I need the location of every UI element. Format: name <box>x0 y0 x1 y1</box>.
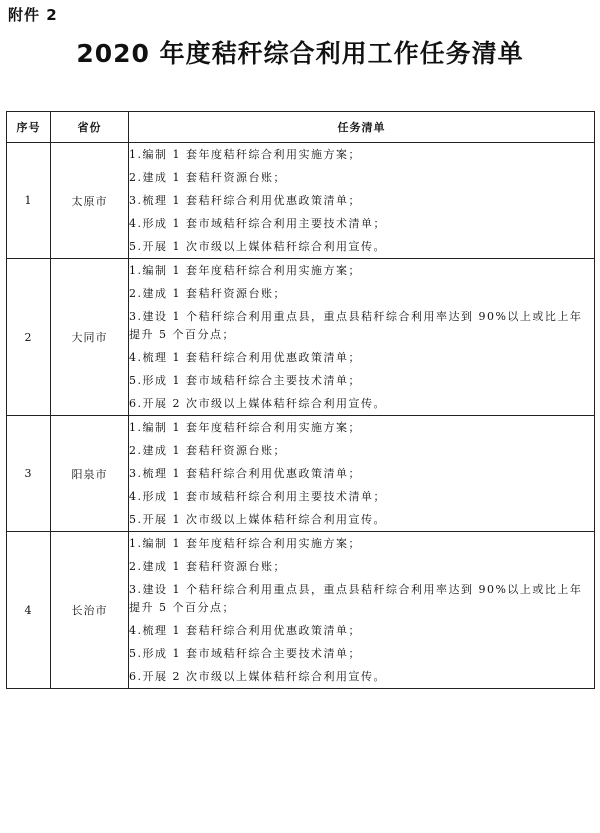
task-item: 3.建设 1 个秸秆综合利用重点县，重点县秸秆综合利用率达到 90%以上或比上年提升 5 个百分点； <box>129 583 583 614</box>
row-number: 4 <box>7 532 51 689</box>
task-item: 4.形成 1 套市域秸秆综合利用主要技术清单； <box>129 490 386 503</box>
task-item: 4.形成 1 套市域秸秆综合利用主要技术清单； <box>129 217 386 230</box>
task-item: 5.开展 1 次市级以上媒体秸秆综合利用宣传。 <box>129 513 386 526</box>
task-item: 4.梳理 1 套秸秆综合利用优惠政策清单； <box>129 624 361 637</box>
column-header-tasks: 任务清单 <box>129 112 595 143</box>
row-number: 3 <box>7 416 51 532</box>
task-item: 6.开展 2 次市级以上媒体秸秆综合利用宣传。 <box>129 397 386 410</box>
task-item: 1.编制 1 套年度秸秆综合利用实施方案； <box>129 537 361 550</box>
task-item: 3.建设 1 个秸秆综合利用重点县，重点县秸秆综合利用率达到 90%以上或比上年提升 5 个百分点； <box>129 310 583 341</box>
table-row <box>7 532 595 689</box>
table-header-row <box>7 112 595 143</box>
city-name: 长治市 <box>51 532 129 689</box>
task-list-table <box>6 111 595 689</box>
task-item: 5.形成 1 套市域秸秆综合主要技术清单； <box>129 647 361 660</box>
city-name: 阳泉市 <box>51 416 129 532</box>
task-item: 3.梳理 1 套秸秆综合利用优惠政策清单； <box>129 194 361 207</box>
task-item: 4.梳理 1 套秸秆综合利用优惠政策清单； <box>129 351 361 364</box>
column-header-no: 序号 <box>7 112 51 143</box>
task-item: 2.建成 1 套秸秆资源台账； <box>129 560 286 573</box>
task-item: 2.建成 1 套秸秆资源台账； <box>129 171 286 184</box>
task-cell <box>129 416 595 532</box>
task-cell <box>129 532 595 689</box>
column-header-province: 省份 <box>51 112 129 143</box>
task-item: 2.建成 1 套秸秆资源台账； <box>129 444 286 457</box>
row-number: 1 <box>7 143 51 259</box>
task-item: 3.梳理 1 套秸秆综合利用优惠政策清单； <box>129 467 361 480</box>
task-item: 2.建成 1 套秸秆资源台账； <box>129 287 286 300</box>
page-title: 2020 年度秸秆综合利用工作任务清单 <box>76 39 524 68</box>
task-item: 1.编制 1 套年度秸秆综合利用实施方案； <box>129 148 361 161</box>
task-item: 1.编制 1 套年度秸秆综合利用实施方案； <box>129 421 361 434</box>
task-cell <box>129 259 595 416</box>
task-item: 5.形成 1 套市域秸秆综合主要技术清单； <box>129 374 361 387</box>
attachment-label: 附件 2 <box>8 6 58 24</box>
table-row <box>7 259 595 416</box>
city-name: 大同市 <box>51 259 129 416</box>
city-name: 太原市 <box>51 143 129 259</box>
row-number: 2 <box>7 259 51 416</box>
task-item: 1.编制 1 套年度秸秆综合利用实施方案； <box>129 264 361 277</box>
table-row <box>7 416 595 532</box>
task-cell <box>129 143 595 259</box>
table-row <box>7 143 595 259</box>
task-item: 6.开展 2 次市级以上媒体秸秆综合利用宣传。 <box>129 670 386 683</box>
task-item: 5.开展 1 次市级以上媒体秸秆综合利用宣传。 <box>129 240 386 253</box>
